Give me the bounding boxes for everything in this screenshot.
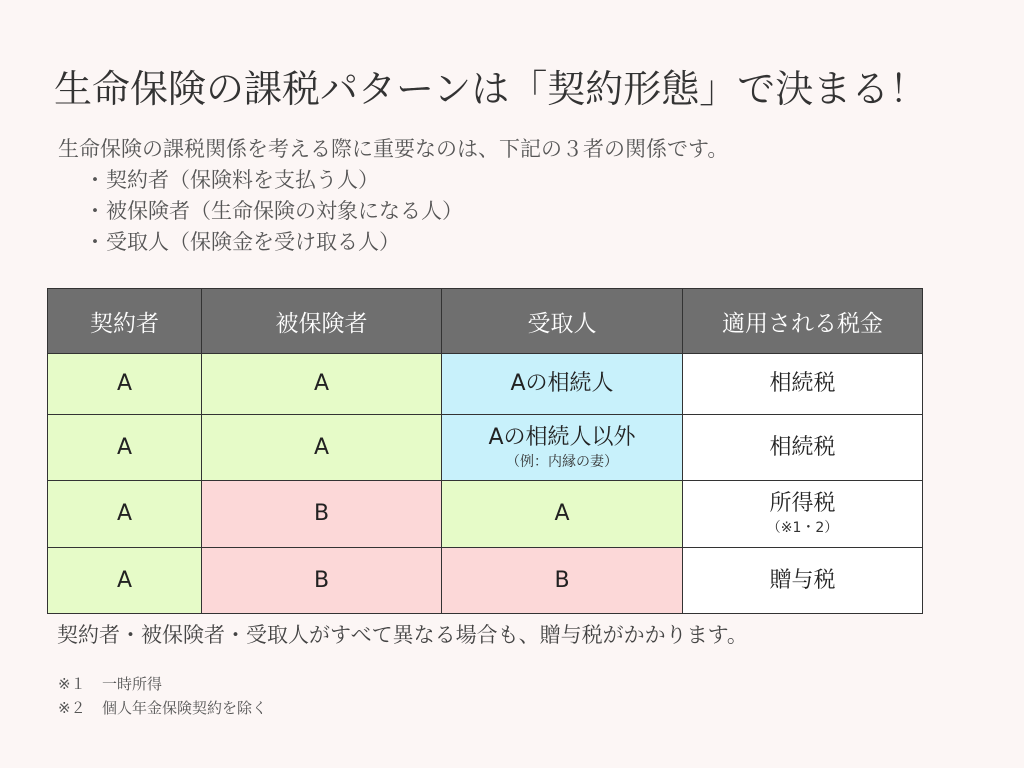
- cell-text: A: [313, 371, 330, 396]
- slide-title: 生命保険の課税パターンは「契約形態」で決まる！: [54, 67, 928, 111]
- footnote-text: 一時所得: [102, 675, 163, 693]
- tax-pattern-table: [47, 288, 923, 614]
- cell-insured: [202, 548, 442, 614]
- cell-contractor: [48, 548, 202, 614]
- list-item-insured: [84, 196, 463, 227]
- header-applicable-tax: 適用される税金: [683, 289, 923, 354]
- table-row: [48, 354, 923, 415]
- cell-text: 所得税: [769, 491, 836, 516]
- footnote-1: [58, 672, 267, 696]
- cell-beneficiary: [442, 548, 683, 614]
- cell-tax: [683, 481, 923, 548]
- parties-list: [84, 165, 463, 258]
- footnote-text: 個人年金保険契約を除く: [102, 699, 268, 717]
- cell-text: A: [116, 371, 133, 396]
- bullet-mark: ・: [84, 230, 106, 254]
- table-row: [48, 481, 923, 548]
- cell-tax: [683, 354, 923, 415]
- header-beneficiary: 受取人: [442, 289, 683, 354]
- header-contractor: 契約者: [48, 289, 202, 354]
- cell-text: B: [554, 567, 570, 593]
- list-item-beneficiary: [84, 227, 463, 258]
- footnote-mark: ※１: [58, 675, 86, 693]
- footnote-2: [58, 696, 267, 720]
- cell-text: 贈与税: [769, 567, 836, 593]
- cell-contractor: [48, 354, 202, 415]
- cell-note: （例：内縁の妻）: [506, 453, 618, 470]
- cell-beneficiary: [442, 481, 683, 548]
- table-row: [48, 415, 923, 481]
- bullet-mark: ・: [84, 199, 106, 223]
- cell-tax: [683, 548, 923, 614]
- list-item-text: 被保険者（生命保険の対象になる人）: [106, 199, 463, 223]
- cell-text: Aの相続人: [510, 371, 614, 396]
- list-item-text: 受取人（保険金を受け取る人）: [106, 230, 400, 254]
- cell-text: A: [116, 434, 133, 460]
- header-insured: 被保険者: [202, 289, 442, 354]
- summary-note: 契約者・被保険者・受取人がすべて異なる場合も、贈与税がかかります。: [57, 623, 748, 647]
- cell-text: B: [313, 567, 330, 593]
- cell-insured: [202, 481, 442, 548]
- cell-text: B: [313, 501, 330, 526]
- cell-text: A: [313, 434, 330, 460]
- cell-contractor: [48, 481, 202, 548]
- list-item-contractor: [84, 165, 463, 196]
- table-header-row: [48, 289, 923, 354]
- cell-insured: [202, 354, 442, 415]
- cell-text: A: [554, 501, 570, 526]
- list-item-text: 契約者（保険料を支払う人）: [106, 168, 379, 192]
- cell-text: A: [116, 501, 133, 526]
- bullet-mark: ・: [84, 168, 106, 192]
- intro-text: 生命保険の課税関係を考える際に重要なのは、下記の３者の関係です。: [58, 137, 729, 161]
- footnote-mark: ※２: [58, 699, 86, 717]
- cell-tax: [683, 415, 923, 481]
- cell-insured: [202, 415, 442, 481]
- cell-text: 相続税: [769, 434, 836, 460]
- table-row: [48, 548, 923, 614]
- cell-contractor: [48, 415, 202, 481]
- cell-beneficiary: [442, 354, 683, 415]
- cell-text: A: [116, 567, 133, 593]
- cell-beneficiary: [442, 415, 683, 481]
- cell-text: Aの相続人以外: [488, 424, 636, 450]
- footnotes: [58, 672, 267, 720]
- cell-note: （※1・2）: [766, 520, 839, 536]
- cell-text: 相続税: [769, 371, 836, 396]
